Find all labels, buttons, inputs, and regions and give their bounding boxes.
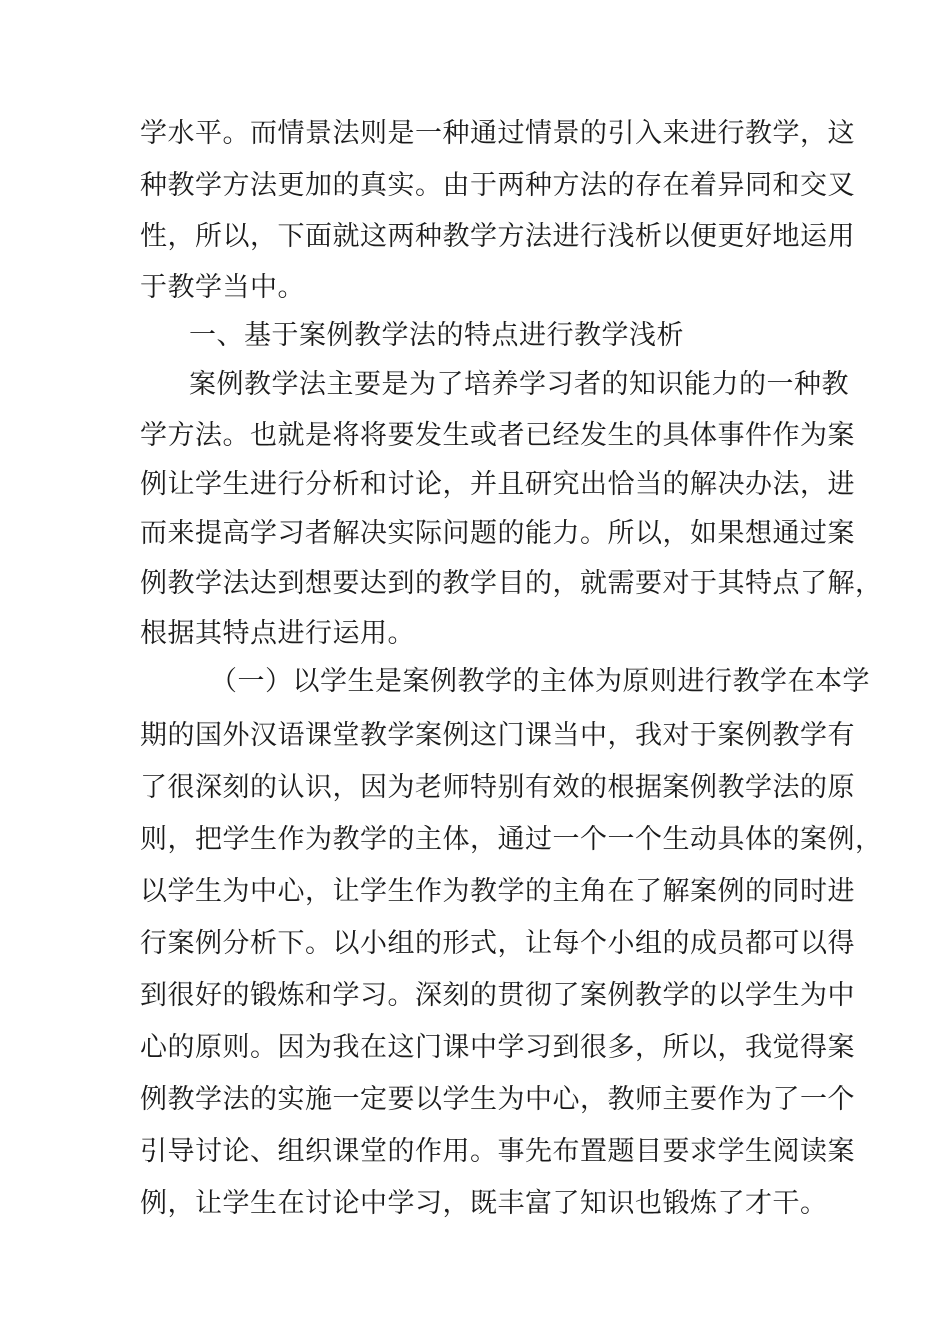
text-line: 根据其特点进行运用。 bbox=[140, 618, 415, 649]
text-line: 期的国外汉语课堂教学案例这门课当中，我对于案例教学有 bbox=[140, 720, 855, 751]
text-line: 例教学法达到想要达到的教学目的，就需要对于其特点了解， bbox=[140, 568, 883, 599]
text-line: 而来提高学习者解决实际问题的能力。所以，如果想通过案 bbox=[140, 518, 855, 549]
text-line: 案例教学法主要是为了培养学习者的知识能力的一种教 bbox=[189, 369, 849, 400]
text-line: 种教学方法更加的真实。由于两种方法的存在着异同和交叉 bbox=[140, 170, 855, 201]
text-line: 行案例分析下。以小组的形式，让每个小组的成员都可以得 bbox=[140, 928, 855, 959]
subsection-heading: （一）以学生是案例教学的主体为原则进行教学在本学 bbox=[210, 666, 870, 697]
text-line: 心的原则。因为我在这门课中学习到很多，所以，我觉得案 bbox=[140, 1032, 855, 1063]
text-line: 则，把学生作为教学的主体，通过一个一个生动具体的案例， bbox=[140, 824, 883, 855]
text-line: 例，让学生在讨论中学习，既丰富了知识也锻炼了才干。 bbox=[140, 1188, 828, 1219]
text-line: 到很好的锻炼和学习。深刻的贯彻了案例教学的以学生为中 bbox=[140, 980, 855, 1011]
text-line: 学方法。也就是将将要发生或者已经发生的具体事件作为案 bbox=[140, 420, 855, 451]
text-line: 引导讨论、组织课堂的作用。事先布置题目要求学生阅读案 bbox=[140, 1136, 855, 1167]
text-line: 于教学当中。 bbox=[140, 272, 305, 303]
text-line: 例让学生进行分析和讨论，并且研究出恰当的解决办法，进 bbox=[140, 469, 855, 500]
text-line: 例教学法的实施一定要以学生为中心，教师主要作为了一个 bbox=[140, 1084, 855, 1115]
text-line: 学水平。而情景法则是一种通过情景的引入来进行教学，这 bbox=[140, 118, 855, 149]
text-line: 以学生为中心，让学生作为教学的主角在了解案例的同时进 bbox=[140, 876, 855, 907]
text-line: 性，所以，下面就这两种教学方法进行浅析以便更好地运用 bbox=[140, 221, 855, 252]
text-line: 了很深刻的认识，因为老师特别有效的根据案例教学法的原 bbox=[140, 772, 855, 803]
section-heading: 一、基于案例教学法的特点进行教学浅析 bbox=[189, 320, 684, 351]
